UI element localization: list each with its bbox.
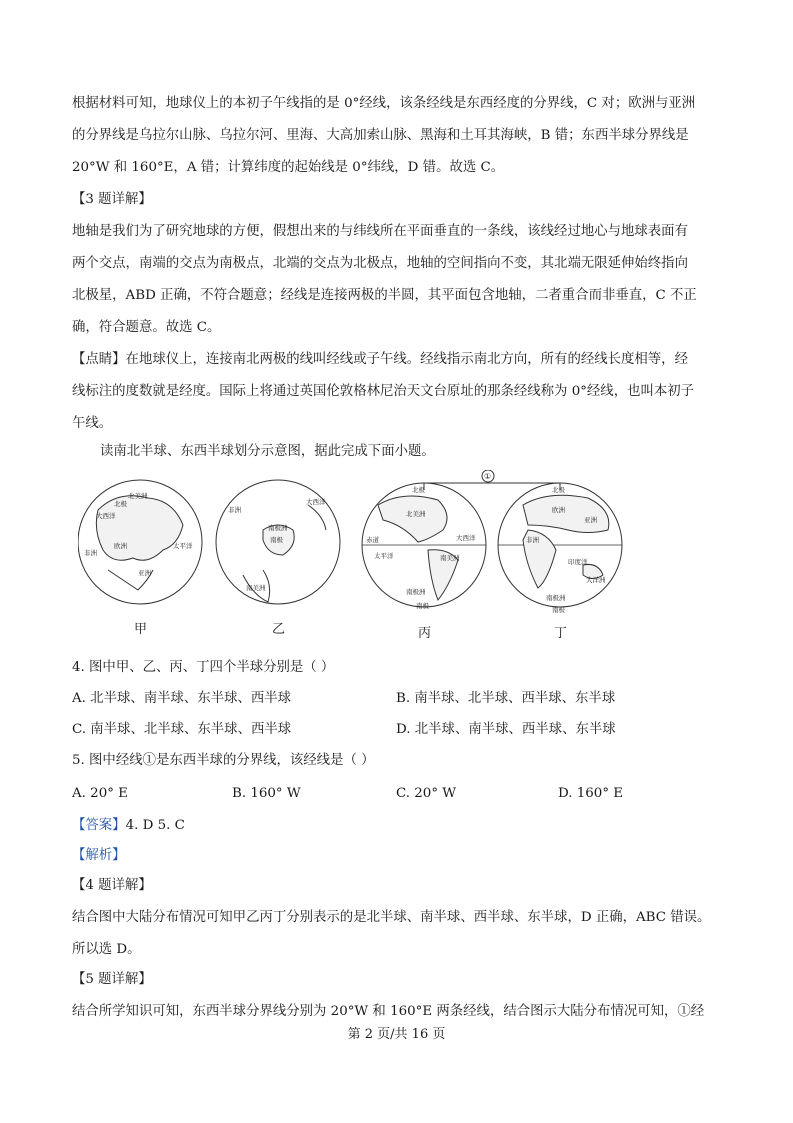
paragraph-line: 两个交点，南端的交点为南极点，北端的交点为北极点，地轴的空间指向不变，其北端无限延伸始终指向: [72, 256, 688, 271]
q4-option-b: B. 南半球、北半球、西半球、东半球: [396, 691, 616, 706]
paragraph-line: 北极星，ABD 正确，不符合题意；经线是连接两极的半圆，其平面包含地轴，二者重合而非垂直，C 不正: [72, 288, 697, 303]
map-label: 南极: [552, 606, 565, 614]
answer-text: 4. D 5. C: [125, 818, 185, 833]
map-label: 大西洋: [306, 498, 326, 506]
map-label: 南美洲: [246, 584, 266, 592]
paragraph-line: 结合图中大陆分布情况可知甲乙丙丁分别表示的是北半球、南半球、西半球、东半球，D 正确，ABC 错误。: [72, 910, 711, 925]
q5-option-c: C. 20° W: [396, 786, 457, 801]
map-label: 南美洲: [440, 554, 460, 562]
analysis-label: 【解析】: [72, 848, 126, 863]
paragraph-line: 确，符合题意。故选 C。: [72, 320, 221, 335]
question-5-stem: 5. 图中经线①是东西半球的分界线，该经线是（ ）: [72, 753, 375, 768]
paragraph-line: 的分界线是乌拉尔山脉、乌拉尔河、里海、大高加索山脉、黑海和土耳其海峡，B 错；东西半球分界线是: [72, 128, 689, 143]
section-heading: 【5 题详解】: [72, 972, 152, 987]
paragraph-line: 20°W 和 160°E，A 错；计算纬度的起始线是 0°纬线，D 错。故选 C。: [72, 160, 505, 175]
q4-option-d: D. 北半球、南半球、西半球、东半球: [396, 722, 616, 737]
q4-option-a: A. 北半球、南半球、东半球、西半球: [72, 691, 292, 706]
section-heading: 【4 题详解】: [72, 878, 152, 893]
map-label: 北极: [114, 500, 127, 508]
paragraph-line: 【点睛】在地球仪上，连接南北两极的线叫经线或子午线。经线指示南北方向，所有的经线长度相等，经: [72, 352, 688, 367]
q5-option-a: A. 20° E: [72, 786, 128, 801]
section-heading: 【3 题详解】: [72, 192, 152, 207]
hemisphere-label-bing: 丙: [418, 626, 432, 641]
map-label: 太平洋: [374, 552, 394, 560]
question-intro: 读南北半球、东西半球划分示意图，据此完成下面小题。: [100, 444, 435, 459]
map-label: 非洲: [84, 549, 97, 557]
question-4-stem: 4. 图中甲、乙、丙、丁四个半球分别是（ ）: [72, 660, 335, 675]
q4-option-c: C. 南半球、北半球、东半球、西半球: [72, 722, 292, 737]
map-label: 南极: [270, 536, 283, 544]
hemisphere-label-jia: 甲: [134, 622, 148, 637]
q5-option-b: B. 160° W: [232, 786, 301, 801]
map-label: 北极: [552, 486, 565, 494]
hemisphere-figure: [78, 470, 718, 640]
map-label: 南极洲: [406, 588, 426, 596]
paragraph-line: 所以选 D。: [72, 942, 141, 957]
answer-line: [72, 810, 722, 842]
paragraph-line: 午线。: [72, 416, 113, 431]
map-label: 亚洲: [584, 516, 597, 524]
map-label: 北美洲: [406, 510, 426, 518]
map-label: 大西洋: [456, 534, 476, 542]
paragraph-line: 地轴是我们为了研究地球的方便，假想出来的与纬线所在平面垂直的一条线，该线经过地心与地球表面有: [72, 224, 688, 239]
map-label: 印度洋: [568, 558, 588, 566]
hemisphere-label-yi: 乙: [272, 622, 286, 637]
map-label: 南极洲: [268, 524, 288, 532]
map-label: 大洋洲: [586, 576, 606, 584]
map-label: 北极: [412, 486, 425, 494]
map-label: 亚洲: [138, 569, 151, 577]
answer-label: 【答案】: [72, 818, 126, 833]
meridian-marker: ①: [484, 472, 492, 481]
map-label: 非洲: [526, 536, 539, 544]
map-label: 非洲: [228, 506, 241, 514]
paragraph-line: 根据材料可知，地球仪上的本初子午线指的是 0°经线，该条经线是东西经度的分界线，C 对；欧洲与亚洲: [72, 96, 696, 111]
hemisphere-diagram: [78, 470, 718, 640]
map-label: 欧洲: [114, 542, 127, 550]
map-label: 大西洋: [96, 512, 116, 520]
map-label: 北美洲: [128, 492, 148, 500]
map-label: 太平洋: [173, 542, 193, 550]
map-label: 赤道: [366, 536, 379, 544]
map-label: 南极洲: [546, 594, 566, 602]
page-footer: 第 2 页/共 16 页: [347, 1027, 446, 1042]
map-label: 南极: [416, 602, 429, 610]
hemisphere-label-ding: 丁: [554, 626, 568, 641]
map-label: 欧洲: [552, 506, 565, 514]
paragraph-line: 结合所学知识可知，东西半球分界线分别为 20°W 和 160°E 两条经线，结合图示大陆分布情况可知，①经: [72, 1004, 705, 1019]
q5-option-d: D. 160° E: [558, 786, 624, 801]
paragraph-line: 线标注的度数就是经度。国际上将通过英国伦敦格林尼治天文台原址的那条经线称为 0°经线，也叫本初子: [72, 384, 695, 399]
